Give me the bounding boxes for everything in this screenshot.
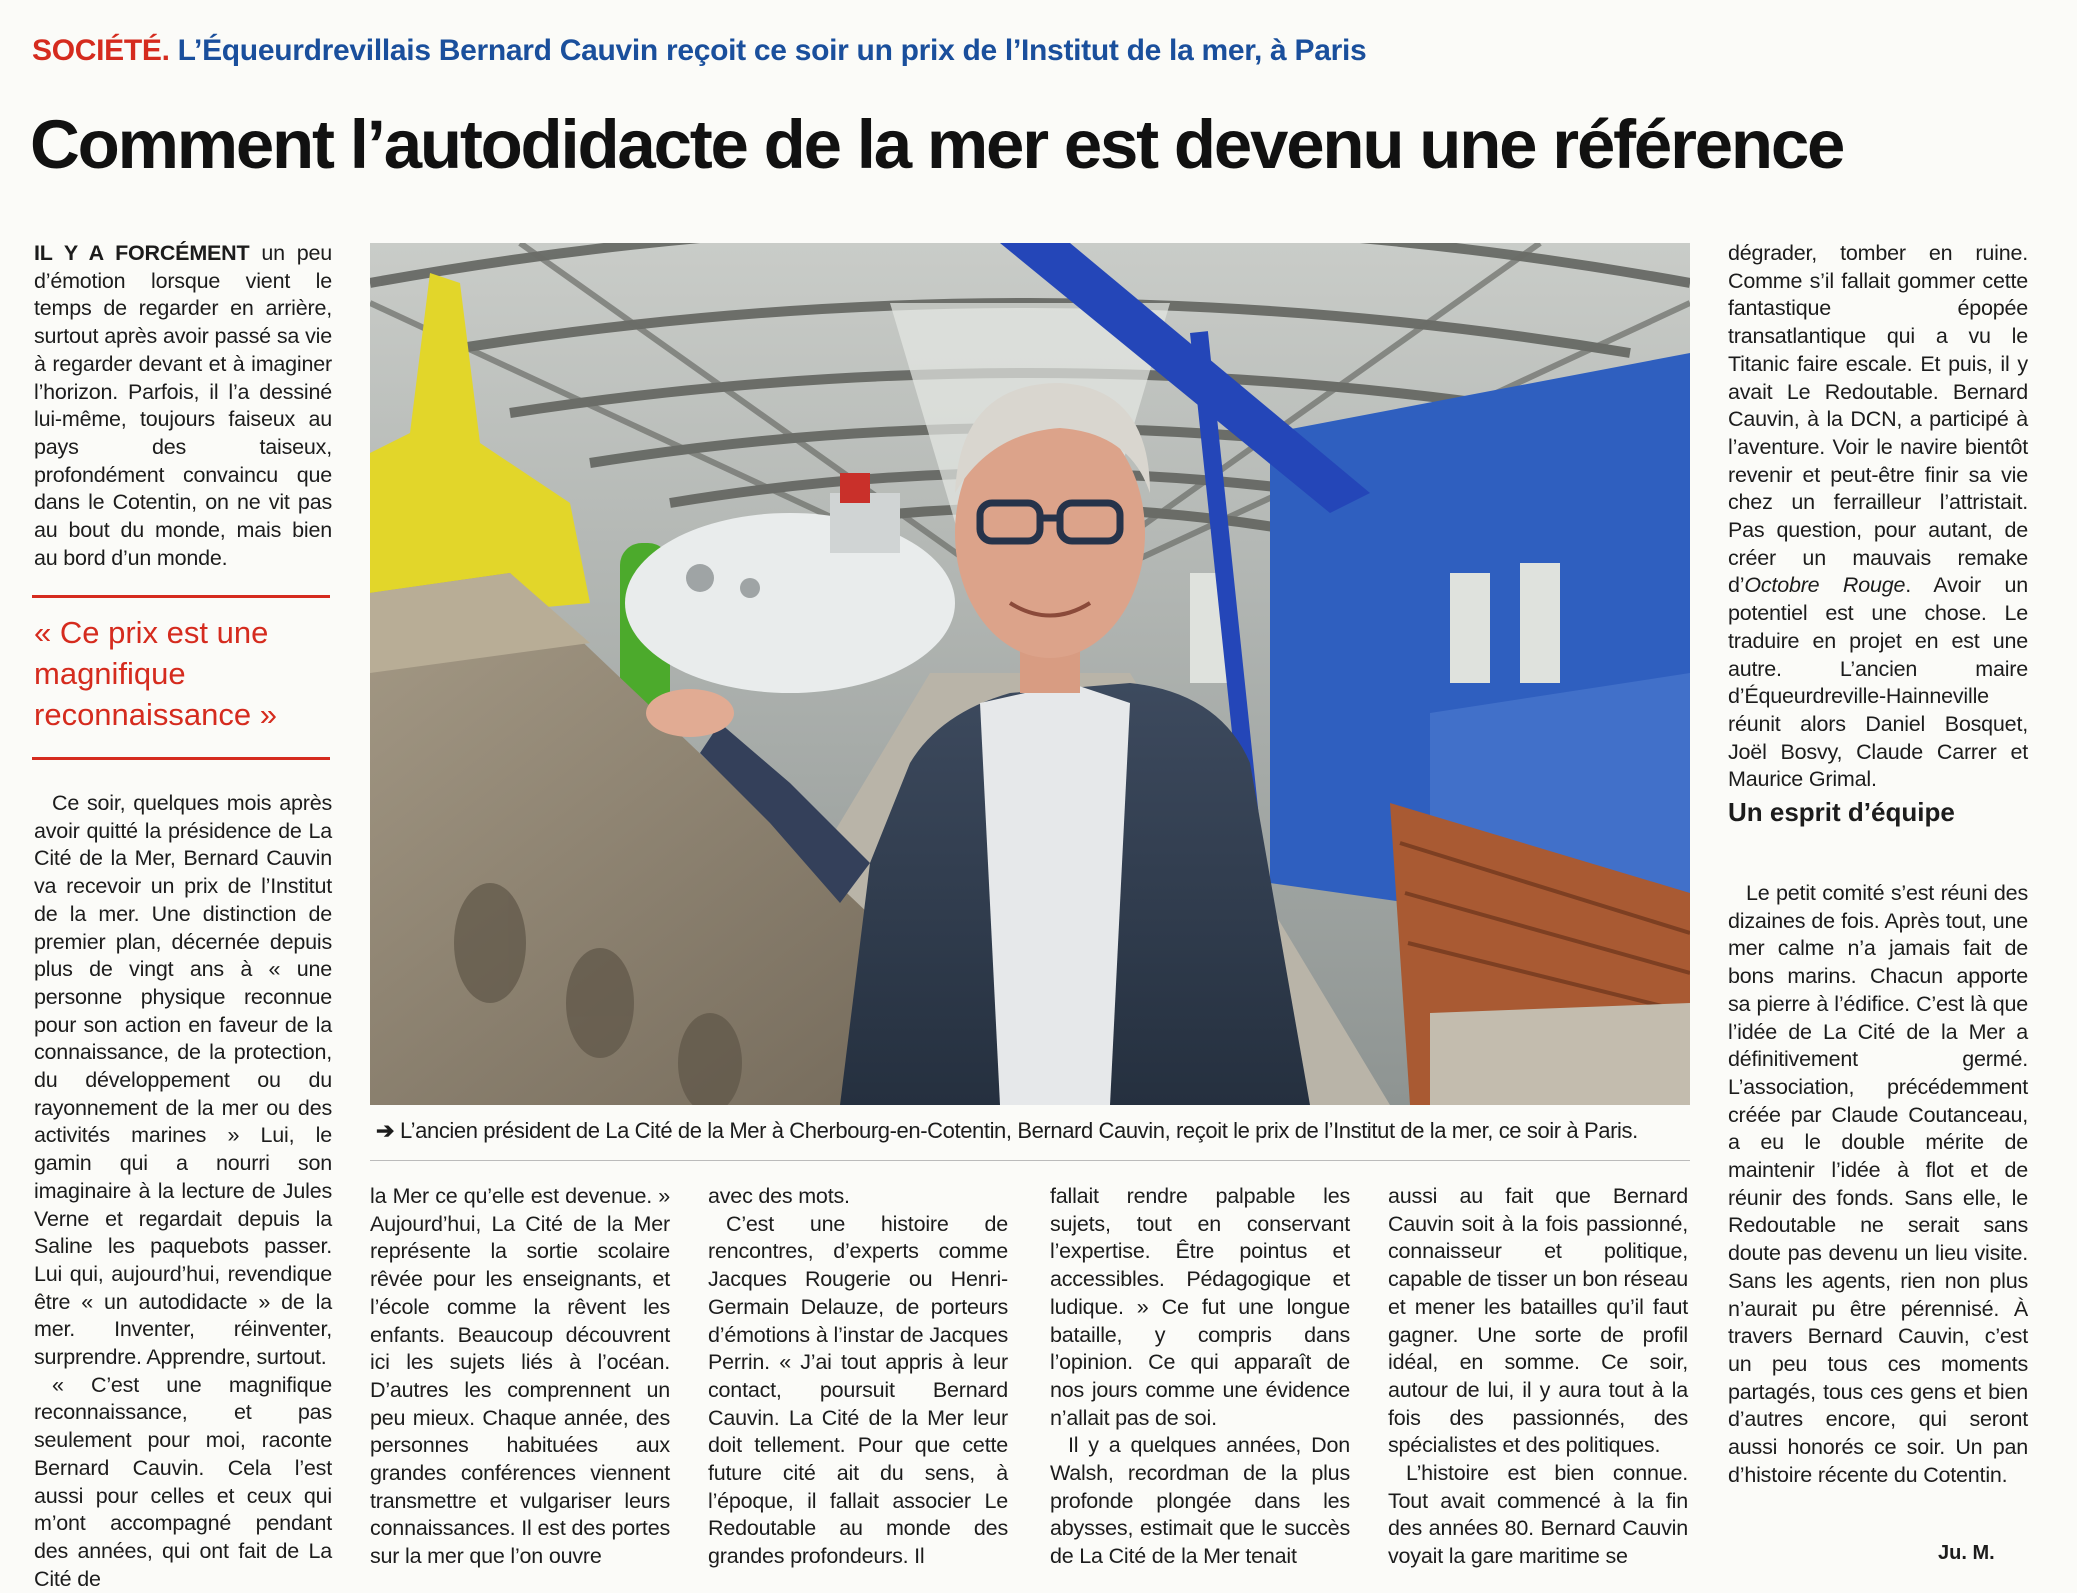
- byline: Ju. M.: [1938, 1542, 1995, 1564]
- col6-text-tail: . Avoir un potentiel est une chose. Le traduire en projet en est une autre. L’ancien maire d’Équeurdreville-Hainneville réunit alors Daniel Bosquet, Joël Bosvy, Claude Carrer et Maurice Grimal.: [1728, 573, 2028, 792]
- paragraph: C’est une histoire de rencontres, d’experts comme Jacques Rougerie ou Henri-Germain Delauze, de porteurs d’émotions à l’instar de Jacques Perrin. « J’ai tout appris à leur contact, poursuit Bernard Cauvin. La Cité de la Mer leur doit tellement. Pour que cette future cité ait du sens, à l’époque, il fallait associer Le Redoutable au monde des grandes profondeurs. Il: [708, 1211, 1008, 1569]
- pull-quote-rule-bottom: [32, 757, 330, 760]
- rubric-label: SOCIÉTÉ.: [32, 34, 170, 67]
- paragraph: Le petit comité s’est réuni des dizaines de fois. Après tout, une mer calme n’a jamais fait de bons marins. Chacun apporte sa pierre à l’édifice. C’est là que l’idée de La Cité de la Mer a définitivement germé. L’association, précédemment créée par Claude Coutanceau, a eu le double mérite de maintenir l’idée à flot et de réunir des fonds. Sans elle, le Redoutable ne serait sans doute pas devenu un lieu visite. Sans les agents, rien non plus n’aurait pu être pérennisé. À travers Bernard Cauvin, c’est un peu tous ces moments partagés, tous ces gens et bien d’autres encore, qui seront aussi honorés ce soir. Un pan d’histoire récente du Cotentin.: [1728, 881, 2028, 1487]
- paragraph: [1728, 240, 2028, 794]
- article-photo: [370, 243, 1690, 1105]
- column-1-bottom: [34, 790, 332, 1593]
- column-6-top: [1728, 240, 2028, 794]
- paragraph: L’histoire est bien connue. Tout avait commencé à la fin des années 80. Bernard Cauvin voyait la gare maritime se: [1388, 1461, 1688, 1569]
- photo-caption: [376, 1118, 1696, 1144]
- headline: Comment l’autodidacte de la mer est devenu une référence: [30, 106, 1844, 183]
- column-2: [370, 1183, 670, 1571]
- paragraph: avec des mots.: [708, 1184, 850, 1208]
- column-4: [1050, 1183, 1350, 1571]
- kicker-text: L’Équeurdrevillais Bernard Cauvin reçoit ce soir un prix de l’Institut de la mer, à Paris: [177, 34, 1367, 67]
- lead-paragraph: [34, 240, 332, 572]
- paragraph: la Mer ce qu’elle est devenue. » Aujourd’hui, La Cité de la Mer représente la sortie scolaire rêvée pour les enseignants, et l’école comme la rêvent les enfants. Beaucoup découvrent ici les sujets liés à l’océan. D’autres les comprennent un peu mieux. Chaque année, des personnes habituées aux grandes conférences viennent transmettre et vulgariser leurs connaissances. Il est des portes sur la mer que l’on ouvre: [370, 1184, 670, 1569]
- paragraph: Il y a quelques années, Don Walsh, recordman de la plus profonde plongée dans les abysses, estimait que le succès de La Cité de la Mer tenait: [1050, 1433, 1350, 1569]
- pull-quote: « Ce prix est une magnifique reconnaissance »: [34, 615, 277, 732]
- column-3: [708, 1183, 1008, 1571]
- pull-quote-rule-top: [32, 595, 330, 598]
- subheading: Un esprit d’équipe: [1728, 797, 1955, 827]
- paragraph: aussi au fait que Bernard Cauvin soit à la fois passionné, connaisseur et politique, capable de tisser un bon réseau et mener les batailles qu’il faut gagner. Une sorte de profil idéal, en somme. Ce soir, autour de lui, il y aura tout à la fois des passionnés, des spécialistes et des politiques.: [1388, 1184, 1688, 1458]
- column-6-bottom: [1728, 880, 2028, 1489]
- kicker-line: [32, 34, 1512, 68]
- column-1-top: [34, 240, 332, 572]
- caption-divider: [370, 1160, 1690, 1161]
- museum-hall-photo: [370, 243, 1690, 1105]
- lead-text: un peu d’émotion lorsque vient le temps de regarder en arrière, surtout après avoir passé sa vie à regarder devant et à imaginer l’horizon. Parfois, il l’a dessiné lui-même, toujours faiseux au pays des taiseux, profondément convaincu que dans le Cotentin, on ne vit pas au bout du monde, mais bien au bord d’un monde.: [34, 241, 332, 570]
- col6-text: dégrader, tomber en ruine. Comme s’il fallait gommer cette fantastique épopée transatlantique qui a vu le Titanic faire escale. Et puis, il y avait Le Redoutable. Bernard Cauvin, à la DCN, a participé à l’aventure. Voir le navire bientôt revenir et peut-être finir sa vie chez un ferrailleur l’attristait. Pas question, pour autant, de créer un mauvais remake d’: [1728, 241, 2028, 598]
- caption-text: L’ancien président de La Cité de la Mer à Cherbourg-en-Cotentin, Bernard Cauvin, reçoit le prix de l’Institut de la mer, ce soir à Paris.: [400, 1118, 1638, 1143]
- arrow-icon: ➔: [376, 1118, 395, 1143]
- column-5: [1388, 1183, 1688, 1571]
- lead-caps: IL Y A FORCÉMENT: [34, 241, 250, 265]
- paragraph: « C’est une magnifique reconnaissance, et pas seulement pour moi, raconte Bernard Cauvin. Cela l’est aussi pour celles et ceux qui m’ont accompagné pendant des années, qui ont fait de La Cité de: [34, 1372, 332, 1591]
- paragraph: fallait rendre palpable les sujets, tout en conservant l’expertise. Être pointus et accessibles. Pédagogique et ludique. » Ce fut une longue bataille, y compris dans l’opinion. Ce qui apparaît de nos jours comme une évidence n’allait pas de soi.: [1050, 1184, 1350, 1430]
- film-title: Octobre Rouge: [1744, 573, 1906, 598]
- paragraph: Ce soir, quelques mois après avoir quitté la présidence de La Cité de la Mer, Bernard Cauvin va recevoir un prix de l’Institut de la mer. Une distinction de premier plan, décernée depuis plus de vingt ans à « une personne physique reconnue pour son action en faveur de la connaissance, de la protection, du développement ou du rayonnement de la mer ou des activités marines » Lui, le gamin qui a nourri son imaginaire à la lecture de Jules Verne et regardait depuis la Saline les paquebots passer. Lui qui, aujourd’hui, revendique être « un autodidacte » de la mer. Inventer, réinventer, surprendre. Apprendre, surtout.: [34, 791, 332, 1370]
